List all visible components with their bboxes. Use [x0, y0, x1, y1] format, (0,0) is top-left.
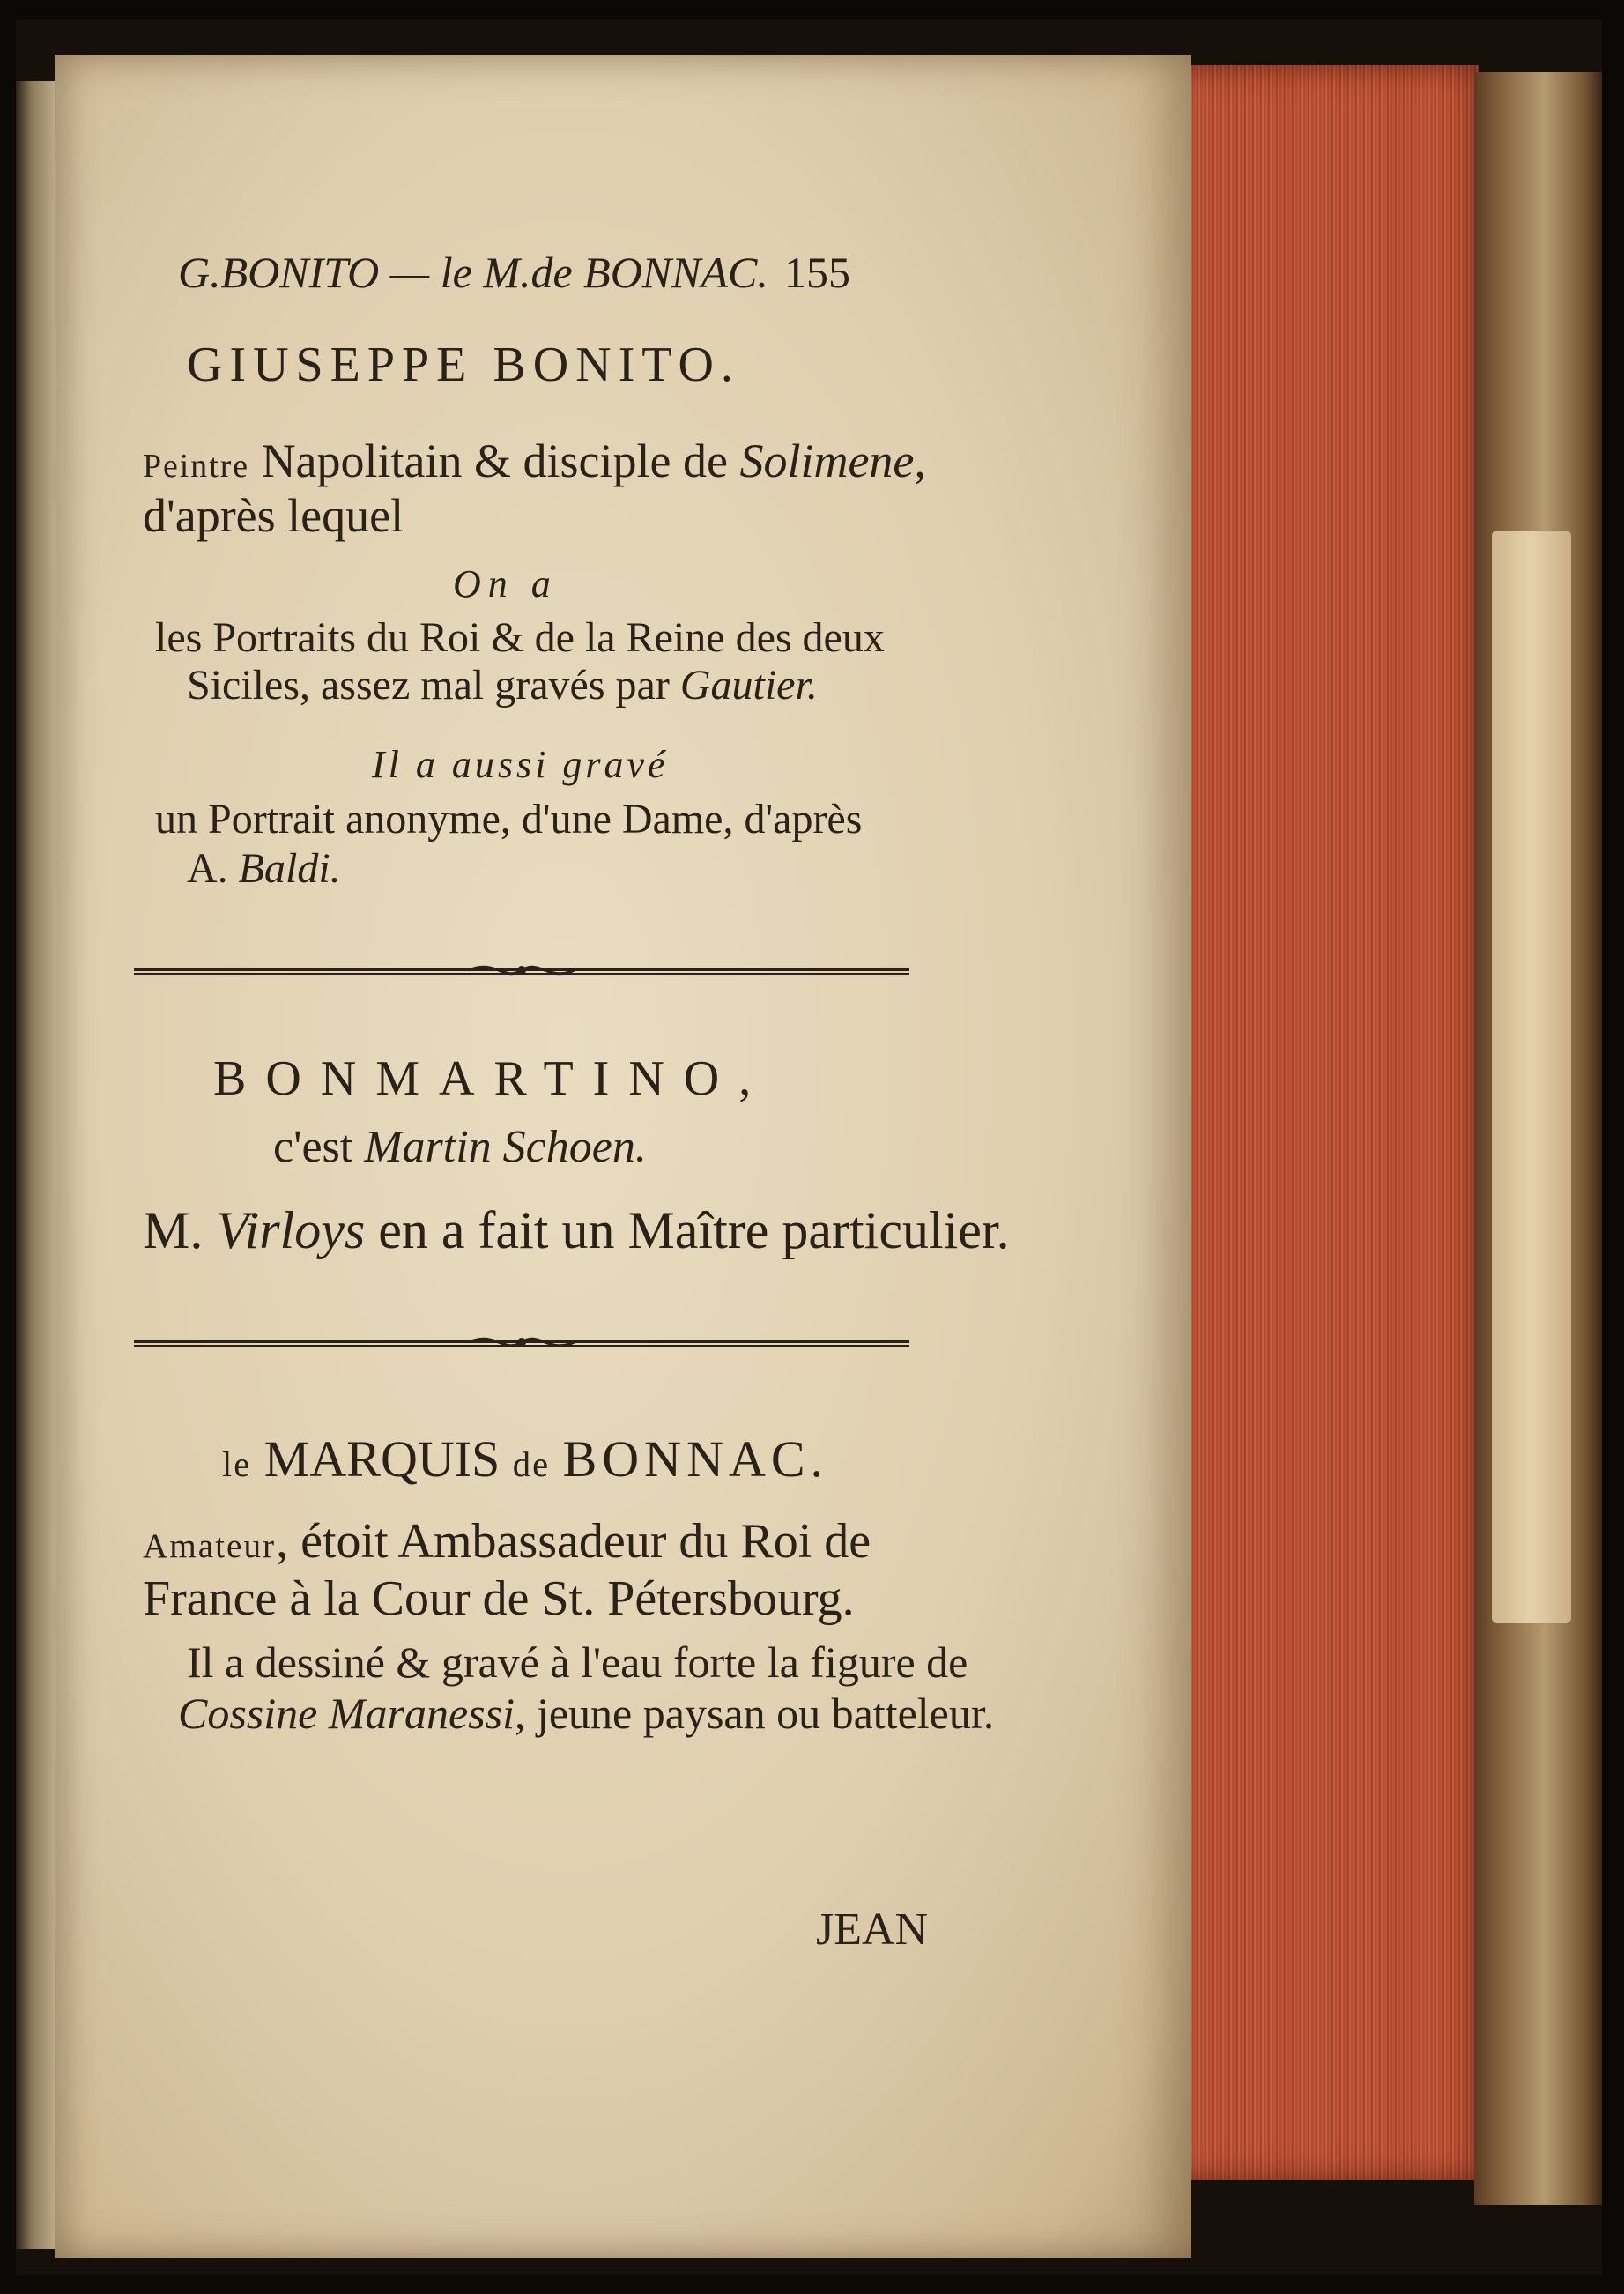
bonito-line-6: A. Baldi. — [187, 845, 341, 892]
bonito-master-name: Solimene, — [739, 434, 926, 487]
bonmartino-line-1: M. Virloys en a fait un Maître particulier. — [143, 1201, 1010, 1259]
bonito-line-3: les Portraits du Roi & de la Reine des deux — [155, 614, 885, 661]
bonnac-line-2: France à la Cour de St. Pétersbourg. — [143, 1571, 855, 1626]
bonito-lead-word: Peintre — [143, 448, 250, 485]
baldi-name: Baldi. — [238, 845, 341, 892]
virloys-name: Virloys — [216, 1201, 366, 1259]
martin-schoen-name: Martin Schoen. — [364, 1122, 647, 1172]
page-number: 155 — [784, 248, 850, 297]
entry-title-bonnac: le MARQUIS de BONNAC. — [222, 1430, 829, 1488]
catchword: JEAN — [816, 1904, 929, 1955]
bonito-line-4: Siciles, assez mal gravés par Gautier. — [187, 662, 818, 709]
bonito-centered-1: On a — [453, 562, 558, 605]
bonmartino-subtitle: c'est Martin Schoen. — [273, 1122, 647, 1172]
bonito-line-5: un Portrait anonyme, d'une Dame, d'après — [155, 796, 863, 843]
title-prefix: le — [222, 1444, 252, 1484]
running-head: G.BONITO — le M.de BONNAC. — [178, 248, 768, 297]
entry-title-bonito: GIUSEPPE BONITO. — [187, 338, 740, 392]
ornamental-rule-2 — [134, 1333, 909, 1352]
bonnac-line-1: Amateur, étoit Ambassadeur du Roi de — [143, 1514, 871, 1569]
red-fore-edge — [1161, 65, 1479, 2180]
bonito-line-2: d'après lequel — [143, 489, 404, 542]
bonnac-line-3: Il a dessiné & gravé à l'eau forte la figure de — [187, 1637, 968, 1687]
previous-page-edge — [16, 81, 56, 2249]
bonnac-lead-word: Amateur — [143, 1527, 277, 1565]
cossine-name: Cossine Maranessi — [178, 1689, 515, 1738]
ornamental-rule-1 — [134, 961, 909, 980]
bonnac-line-4: Cossine Maranessi, jeune paysan ou batteleur. — [178, 1689, 995, 1738]
engraver-name: Gautier. — [679, 662, 818, 709]
bonito-centered-2: Il a aussi gravé — [372, 743, 669, 786]
scan-photo — [16, 19, 1602, 2275]
bonito-line-1: Peintre Napolitain & disciple de Solimene, — [143, 434, 926, 487]
entry-title-bonmartino: BONMARTINO, — [213, 1051, 771, 1106]
book-spine — [1474, 72, 1602, 2205]
book-page — [55, 55, 1191, 2258]
